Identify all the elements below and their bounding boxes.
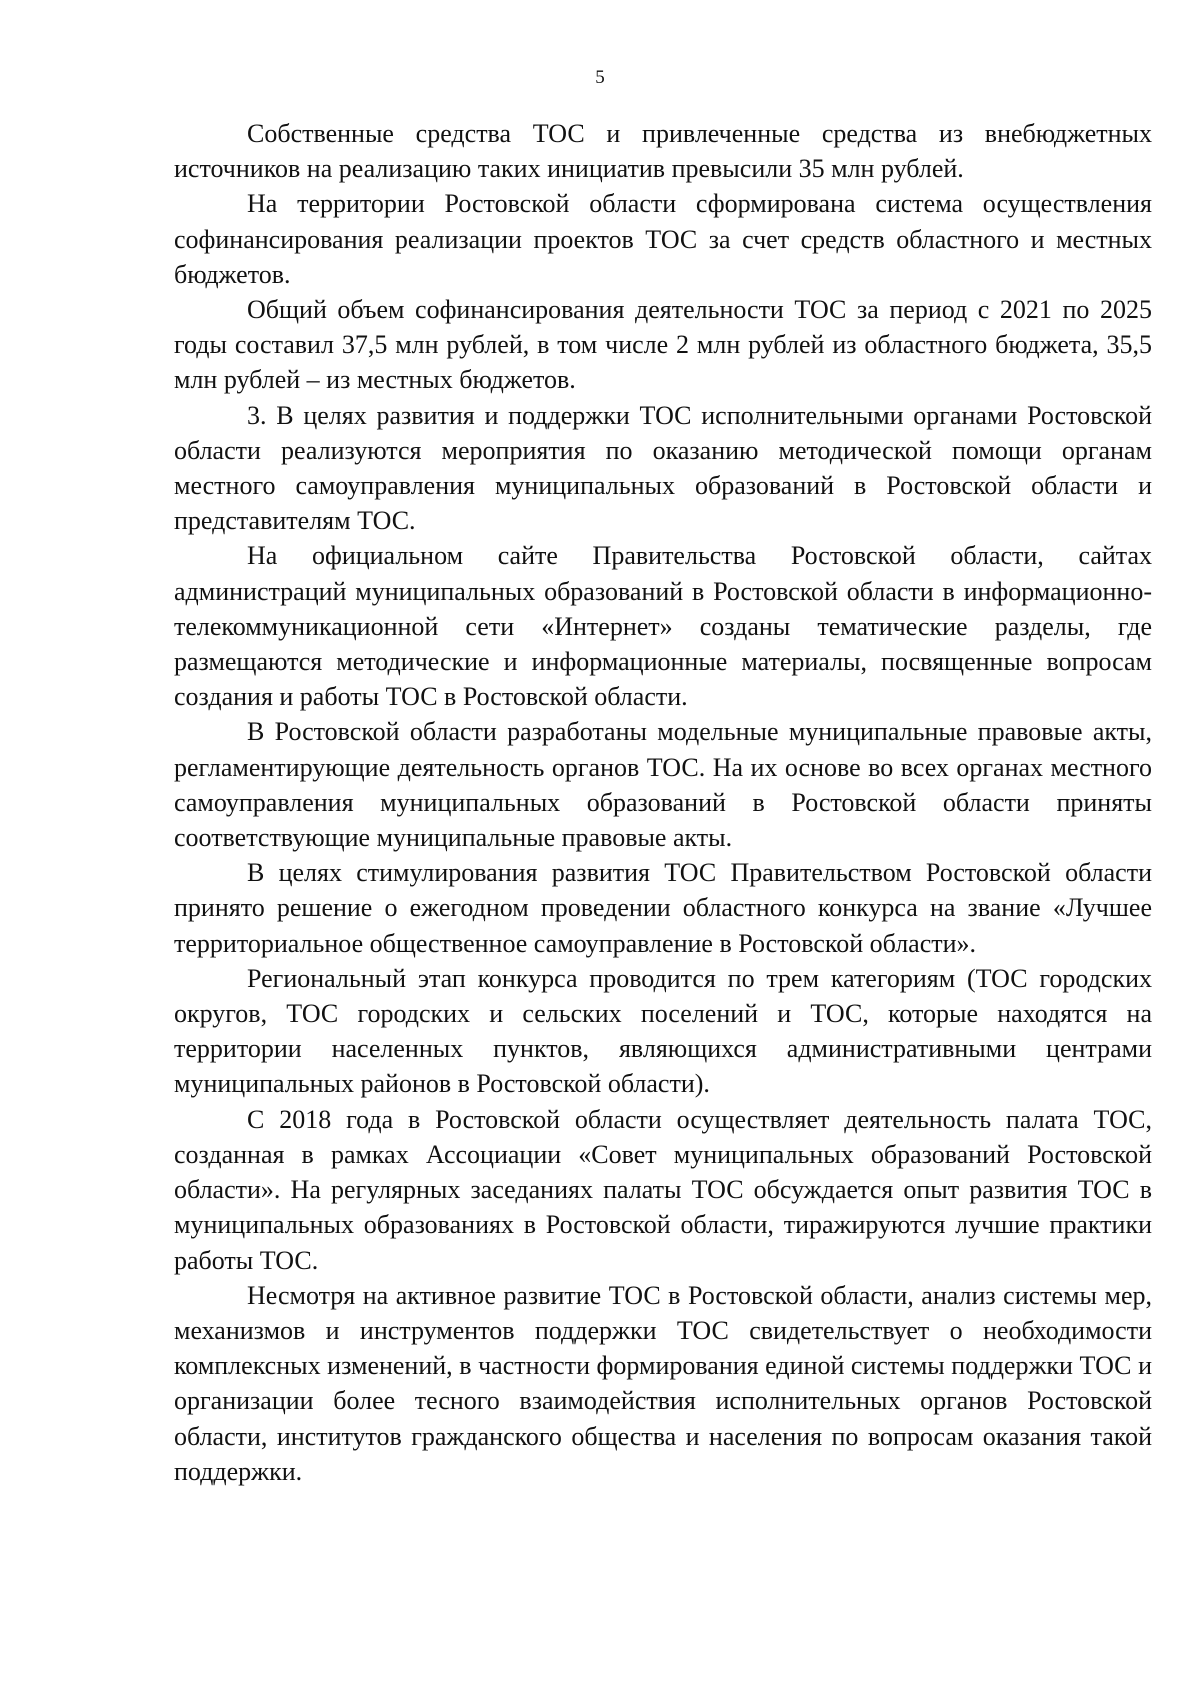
paragraph-cofinancing-volume: Общий объем софинансирования деятельности ТОС за период с 2021 по 2025 годы составил 37,5 млн рублей, в том числе 2 млн рублей из областного бюджета, 35,5 млн рублей – из местных бюджетов. bbox=[174, 295, 1152, 395]
paragraph-analysis-conclusion: Несмотря на активное развитие ТОС в Ростовской области, анализ системы мер, механизмов и инструментов поддержки ТОС свидетельствует о необходимости комплексных изменений, в частности формирования единой системы поддержки ТОС и организации более тесного взаимодействия исполнительных органов Ростовской области, институтов гражданского общества и населения по вопросам оказания такой поддержки. bbox=[174, 1280, 1152, 1486]
paragraph-contest-categories: Региональный этап конкурса проводится по трем категориям (ТОС городских округов, ТОС городских и сельских поселений и ТОС, которые находятся на территории населенных пунктов, являющихся административными центрами муниципальных районов в Ростовской области). bbox=[174, 963, 1152, 1099]
page-number: 5 bbox=[595, 67, 605, 88]
paragraph-official-websites: На официальном сайте Правительства Ростовской области, сайтах администраций муниципальных образований в Ростовской области в информационно-телекоммуникационной сети «Интернет» созданы тематические разделы, где размещаются методические и информационные материалы, посвященные вопросам создания и работы ТОС в Ростовской области. bbox=[174, 541, 1152, 712]
paragraph-model-acts: В Ростовской области разработаны модельные муниципальные правовые акты, регламентирующие деятельность органов ТОС. На их основе во всех органах местного самоуправления муниципальных образований в Ростовской области приняты соответствующие муниципальные правовые акты. bbox=[174, 717, 1152, 853]
paragraph-tos-chamber: С 2018 года в Ростовской области осуществляет деятельность палата ТОС, созданная в рамках Ассоциации «Совет муниципальных образований Ростовской области». На регулярных заседаниях палаты ТОС обсуждается опыт развития ТОС в муниципальных образованиях в Ростовской области, тиражируются лучшие практики работы ТОС. bbox=[174, 1104, 1152, 1275]
paragraph-methodical-support: 3. В целях развития и поддержки ТОС исполнительными органами Ростовской области реализуются мероприятия по оказанию методической помощи органам местного самоуправления муниципальных образований в Ростовской области и представителям ТОС. bbox=[174, 400, 1152, 536]
document-body bbox=[174, 116, 1152, 1489]
paragraph-own-funds: Собственные средства ТОС и привлеченные средства из внебюджетных источников на реализацию таких инициатив превысили 35 млн рублей. bbox=[174, 119, 1152, 184]
paragraph-regional-contest: В целях стимулирования развития ТОС Правительством Ростовской области принято решение о ежегодном проведении областного конкурса на звание «Лучшее территориальное общественное самоуправление в Ростовской области». bbox=[174, 858, 1152, 958]
paragraph-cofinancing-system: На территории Ростовской области сформирована система осуществления софинансирования реализации проектов ТОС за счет средств областного и местных бюджетов. bbox=[174, 189, 1152, 289]
